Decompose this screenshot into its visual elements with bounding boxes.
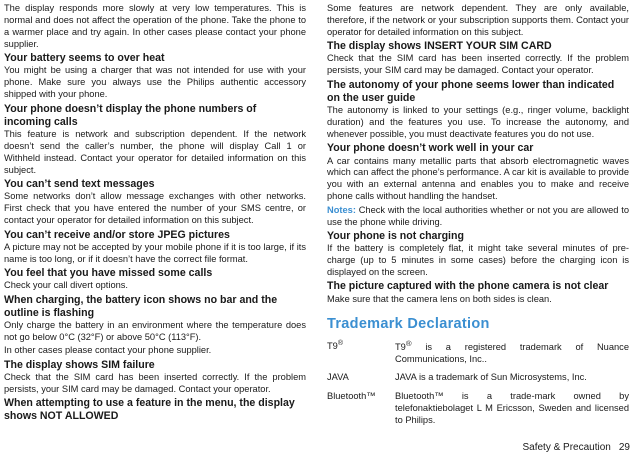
trademark-row-bluetooth [327,391,629,427]
heading-jpeg-pictures: You can’t receive and/or store JPEG pictures [4,228,230,241]
trademark-row-java [327,372,629,384]
body-autonomy: The autonomy is linked to your settings (e.g., ringer volume, backlight duration) and the features you use. To increase the autonomy, and whenever possible, you must deactivate features you do not use. [327,105,629,139]
heading-battery-icon-flashing: When charging, the battery icon shows no bar and the outline is flashing [4,293,278,319]
right-column [327,3,629,434]
trademark-term: JAVA [327,372,349,383]
heading-no-caller-number: Your phone doesn’t display the phone numbers of incoming calls [4,102,257,128]
body-car: A car contains many metallic parts that absorb electromagnetic waves which can affect the phone’s performance. A car kit is available to provide you with an external antenna and enables you to make and receive phone calls without handling the handset. [327,155,629,202]
heading-autonomy: The autonomy of your phone seems lower than indicated on the user guide [327,78,615,104]
heading-missed-calls: You feel that you have missed some calls [4,267,213,280]
page-footer [522,442,630,453]
right-intro: Some features are network dependent. They are only available, therefore, if the network or your subscription supports them. Contact your operator for detailed information on this subject. [327,3,629,37]
trademark-term: Bluetooth™ [327,391,376,402]
note-label: Notes: [327,204,356,215]
heading-camera-unclear: The picture captured with the phone camera is not clear [327,280,609,293]
body-battery-overheat: You might be using a charger that was not intended for use with your phone. Make sure you always use the Philips authentic accessory shipped with your phone. [4,65,306,100]
body-insert-sim: Check that the SIM card has been inserted correctly. If the problem persists, your SIM card may be damaged. Contact your operator. [327,53,629,76]
heading-sim-failure: The display shows SIM failure [4,358,155,371]
trademark-row-t9 [327,338,629,366]
trademark-desc: T9® is a registered trademark of Nuance Communications, Inc.. [395,338,629,364]
trademark-desc: JAVA is a trademark of Sun Microsystems, Inc. [395,372,587,383]
page-number: 29 [618,442,630,453]
heading-not-charging: Your phone is not charging [327,230,464,242]
body-battery-icon-flashing-2: In other cases please contact your phone supplier. [4,345,212,356]
footer-section: Safety & Precaution [522,442,611,453]
body-camera-unclear: Make sure that the camera lens on both sides is clean. [327,293,552,304]
heading-battery-overheat: Your battery seems to over heat [4,52,165,65]
body-jpeg-pictures: A picture may not be accepted by your mobile phone if it is too large, if its name is too long, or if it doesn’t have the correct file format. [4,241,306,264]
body-no-caller-number: This feature is network and subscription dependent. If the network doesn’t send the caller’s number, the phone will display Call 1 or Withheld instead. Contact your operator for detailed information on this subject. [4,128,306,175]
body-sim-failure: Check that the SIM card has been inserted correctly. If the problem persists, your SIM card may be damaged. Contact your operator. [4,371,306,394]
note-text: Check with the local authorities whether or not you are allowed to use the phone while driving. [327,204,629,227]
trademark-term: T9® [327,339,344,351]
trademark-desc: Bluetooth™ is a trade-mark owned by telefonaktiebolaget L M Ericsson, Sweden and licensed to Philips. [395,391,629,426]
body-battery-icon-flashing: Only charge the battery in an environment where the temperature does not go below 0°C (32°F) or above 50°C (113°F). [4,320,306,342]
heading-car: Your phone doesn’t work well in your car [327,142,534,155]
note-driving [327,205,629,229]
left-column [4,3,306,424]
trademark-title: Trademark Declaration [327,315,490,332]
heading-not-allowed: When attempting to use a feature in the menu, the display shows NOT ALLOWED [4,397,295,423]
body-not-charging: If the battery is completely flat, it might take several minutes of pre-charge (up to 5 minutes in some cases) before the charging icon is displayed on the screen. [327,243,629,278]
heading-cannot-send-sms: You can’t send text messages [4,178,155,191]
body-missed-calls: Check your call divert options. [4,280,129,291]
heading-insert-sim: The display shows INSERT YOUR SIM CARD [327,40,552,53]
body-cannot-send-sms: Some networks don’t allow message exchanges with other networks. First check that you have entered the number of your SMS centre, or contact your operator for detailed information on this subject. [4,191,306,226]
left-intro: The display responds more slowly at very low temperatures. This is normal and does not affect the operation of the phone. Take the phone to a warmer place and try again. In other cases please contact your phone supplier. [4,3,306,49]
